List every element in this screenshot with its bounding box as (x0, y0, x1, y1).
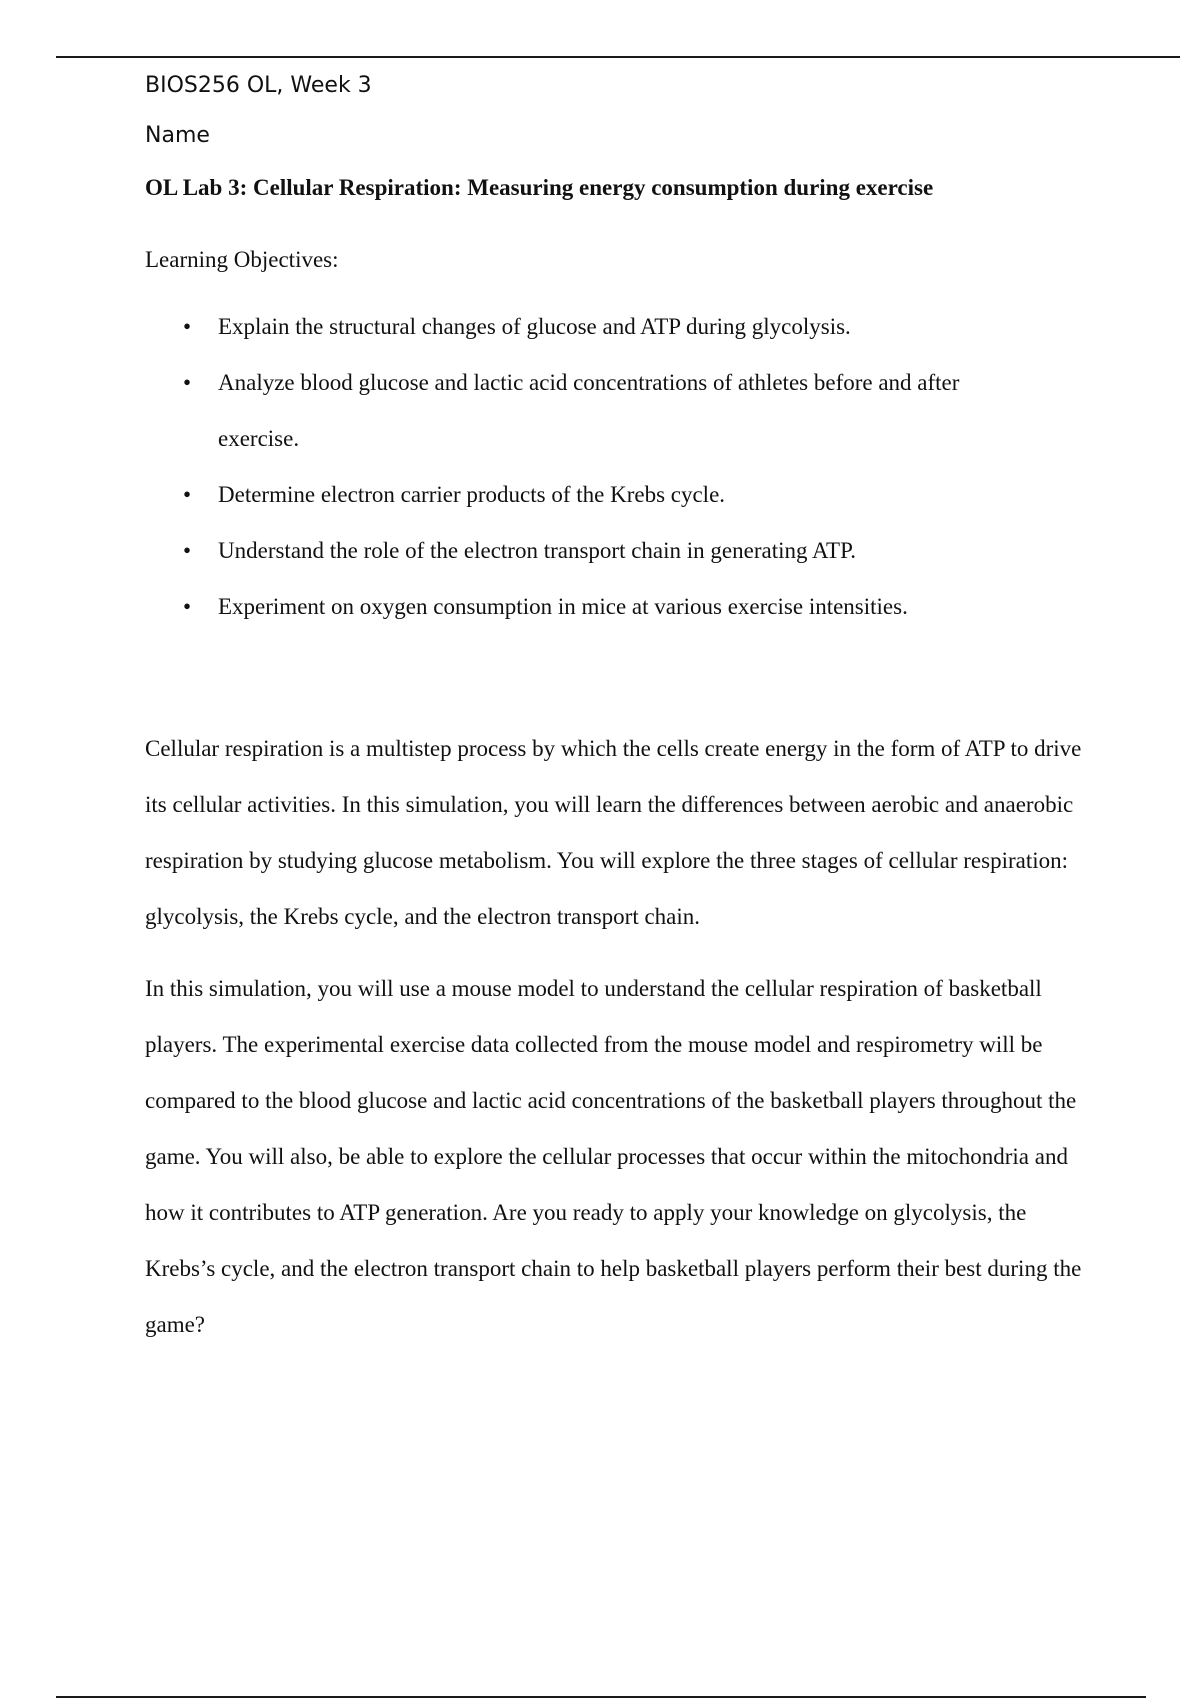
bullet-icon: • (183, 538, 192, 563)
objective-item (145, 523, 1085, 579)
document-body (145, 68, 1085, 1353)
footer-rule (56, 1696, 1146, 1698)
objective-text: Understand the role of the electron transport chain in generating ATP. (218, 538, 857, 563)
student-name-label: Name (145, 123, 210, 148)
intro-paragraph: Cellular respiration is a multistep process by which the cells create energy in the form of ATP to drive its cellular activities. In this simulation, you will learn the differences between aerobic and anaerobic respiration by studying glucose metabolism. You will explore the three stages of cellular respiration: glycolysis, the Krebs cycle, and the electron transport chain. (145, 736, 1082, 929)
objectives-heading: Learning Objectives: (145, 247, 339, 272)
header-rule (56, 56, 1180, 58)
objective-text: Determine electron carrier products of the Krebs cycle. (218, 482, 726, 507)
course-label: BIOS256 OL, Week 3 (145, 73, 372, 98)
lab-title: OL Lab 3: Cellular Respiration: Measuring energy consumption during exercise (145, 175, 934, 200)
bullet-icon: • (183, 314, 192, 339)
objective-text: Analyze blood glucose and lactic acid concentrations of athletes before and after exercise. (218, 370, 960, 451)
bullet-icon: • (183, 370, 192, 395)
objectives-list (145, 299, 1085, 635)
bullet-icon: • (183, 594, 192, 619)
objective-item (145, 467, 1085, 523)
simulation-paragraph: In this simulation, you will use a mouse model to understand the cellular respiration of basketball players. The experimental exercise data collected from the mouse model and respirometry will be compared to the blood glucose and lactic acid concentrations of the basketball players throughout the game. You will also, be able to explore the cellular processes that occur within the mitochondria and how it contributes to ATP generation. Are you ready to apply your knowledge on glycolysis, the Krebs’s cycle, and the electron transport chain to help basketball players perform their best during the game? (145, 976, 1082, 1337)
objective-item (145, 355, 968, 467)
bullet-icon: • (183, 482, 192, 507)
objective-item (145, 579, 1085, 635)
objective-text: Experiment on oxygen consumption in mice at various exercise intensities. (218, 594, 908, 619)
objective-item (145, 299, 1085, 355)
objective-text: Explain the structural changes of glucose and ATP during glycolysis. (218, 314, 851, 339)
